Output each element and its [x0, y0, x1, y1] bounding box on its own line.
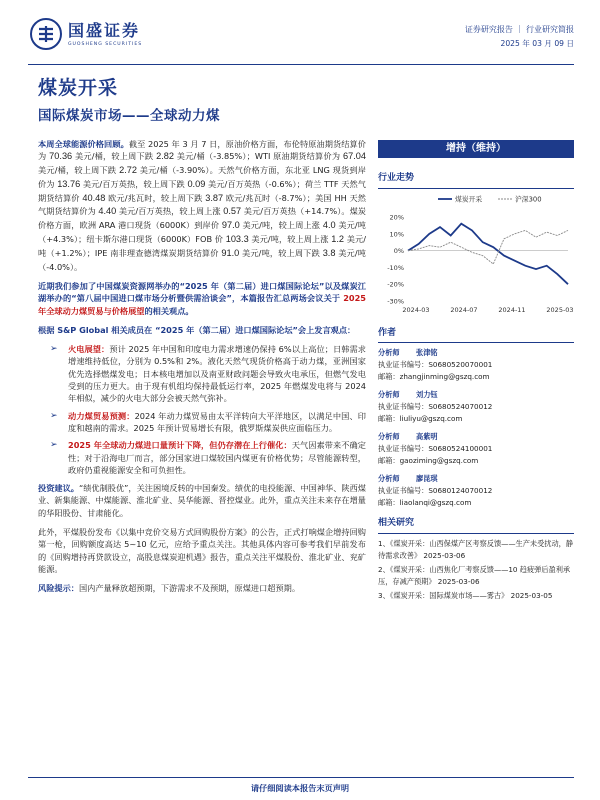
- legend-label: 沪深300: [515, 195, 542, 203]
- company-name-en: GUOSHENG SECURITIES: [68, 41, 143, 47]
- analyst-email[interactable]: zhangjinming@gszq.com: [399, 372, 490, 381]
- arrow-bullet-icon: ➢: [50, 344, 58, 355]
- forum-summary-paragraph: 近期我们参加了中国煤炭资源网举办的“2025 年（第二届）进口煤国际论坛”以及煤炭江湖举办的“第八届中国进口煤市场分析暨供需洽谈会”，本篇报告汇总两场会议关于 2025 年全球动力煤贸易与价格展望的相关观点。: [38, 280, 366, 316]
- report-category: 证券研究报告 ｜ 行业研究简报: [464, 25, 574, 34]
- buyback-paragraph: 此外，平煤股份发布《以集中竞价交易方式回购股份方案》的公告，正式打响煤企增持回购第一枪，回购额度高达 5~10 亿元，应给予重点关注。其他具体内容可参考我们早前发布的《回购增持再贷款设立，高股息煤炭迎机遇》报告，重点关注平煤股份、淮北矿业、兖矿能源。: [38, 527, 366, 574]
- cert-number: S0680524100001: [428, 444, 493, 453]
- industry-trend-chart: [378, 189, 574, 319]
- report-date: 2025 年 03 月 09 日: [500, 39, 574, 48]
- company-logo: [30, 18, 142, 50]
- viewpoint-list: [38, 343, 366, 476]
- related-report-link[interactable]: 1、《煤炭开采：山西保煤产区考察反馈——生产未受扰动，静待需求改善》 2025-03-06: [378, 538, 574, 560]
- email-label: 邮箱：: [378, 414, 400, 423]
- cert-label: 执业证书编号：: [378, 444, 429, 453]
- analyst-email[interactable]: gaoziming@gszq.com: [399, 456, 479, 465]
- y-tick-label: -30%: [387, 297, 404, 305]
- legend-label: 煤炭开采: [455, 195, 483, 203]
- email-label: 邮箱：: [378, 372, 400, 381]
- trend-section-title: 行业走势: [378, 172, 574, 189]
- list-item: ➢ 动力煤贸易预测：2024 年动力煤贸易由太平洋转向大平洋地区，以满足中国、印度和越南的需求。2025 年预计贸易增长有限，俄罗斯煤炭供应面临压力。: [50, 410, 366, 433]
- x-tick-label: 2024-07: [450, 305, 478, 314]
- related-section-title: 相关研究: [378, 517, 574, 534]
- footer-divider: [28, 777, 574, 778]
- cert-number: S0680520070001: [428, 360, 493, 369]
- related-list: [378, 538, 574, 602]
- analyst-role: 分析师: [378, 348, 400, 357]
- page-header: [28, 14, 574, 62]
- analyst-list: [378, 347, 574, 509]
- sidebar: [378, 140, 574, 604]
- related-report-link[interactable]: 2、《煤炭开采：山西焦化厂考察反馈——10 趋疲弹后盈利承压，存减产预期》 2025-03-06: [378, 564, 571, 586]
- analyst-name: 张津铭: [416, 348, 438, 357]
- analyst-email[interactable]: liuliyu@gszq.com: [399, 414, 463, 423]
- email-label: 邮箱：: [378, 498, 400, 507]
- list-item: ➢ 火电展望：预计 2025 年中国和印度电力需求增速仍保持 6%以上高位；日韩需求增速维持低位，分别为 0.5%和 2%。液化天然气现货价格高于动力煤，亚洲国家优先选择燃煤发电；日本核电增加以及南亚财政问题会导致火电承压，但燃气发电受到的压力更大。由于现有机组均保持最低运行率，2025 年燃煤发电将与 2024 年相似，减少的火电大部分会被天然气弥补。: [50, 344, 366, 404]
- logo-mark-icon: [30, 18, 62, 50]
- analyst-email[interactable]: liaolanqi@gszq.com: [399, 498, 472, 507]
- cert-label: 执业证书编号：: [378, 402, 429, 411]
- cert-number: S0680124070012: [428, 486, 493, 495]
- analyst-name: 刘力钰: [416, 390, 438, 399]
- analyst-card: [378, 431, 574, 467]
- y-tick-label: -20%: [387, 280, 404, 289]
- risk-warning-paragraph: 风险提示：国内产量释放超预期，下游需求不及预期，原煤进口超预期。: [38, 583, 301, 594]
- analyst-role: 分析师: [378, 390, 400, 399]
- analyst-card: [378, 473, 574, 509]
- y-tick-label: 0%: [393, 246, 404, 255]
- analyst-card: [378, 347, 574, 383]
- rating-badge: 增持（维持）: [378, 140, 574, 158]
- analyst-name: 廖昆琪: [416, 474, 438, 483]
- arrow-bullet-icon: ➢: [50, 440, 58, 451]
- series-line-coal-mining: [408, 223, 568, 284]
- y-tick-label: -10%: [387, 263, 404, 272]
- cert-label: 执业证书编号：: [378, 360, 429, 369]
- header-divider: [28, 64, 574, 65]
- main-column: [38, 138, 366, 602]
- y-tick-label: 10%: [389, 229, 404, 238]
- analyst-section-title: 作者: [378, 327, 574, 344]
- list-item: ➢ 2025 年全球动力煤进口量预计下降，但仍存潜在上行催化：天气因素带来不确定性；对于沿海电厂而言，部分国家进口煤较国内煤更有价格优势；尽管能源转型，政府仍重视能源安全和可负担性。: [50, 440, 366, 475]
- investment-advice-paragraph: 投资建议。“绩优制股优”，关注困境反转的中国秦发。绩优的电投能源、中国神华、陕西煤业、新集能源、中煤能源、淮北矿业、昊华能源、晋控煤业。此外，重点关注未来存在增量的华阳股份、甘肃能化。: [38, 483, 366, 518]
- industry-title: 煤炭开采: [38, 77, 119, 99]
- analyst-name: 高紫明: [416, 432, 438, 441]
- x-tick-label: 2024-11: [498, 305, 526, 314]
- x-tick-label: 2024-03: [402, 305, 430, 314]
- analyst-card: [378, 389, 574, 425]
- analyst-role: 分析师: [378, 474, 400, 483]
- cert-number: S0680524070012: [428, 402, 493, 411]
- sp-global-intro: 根据 S&P Global 相关成员在 “2025 年（第二届）进口煤国际论坛”会上发言观点：: [38, 324, 356, 335]
- series-line-csi300: [408, 230, 568, 264]
- report-subtitle: 国际煤炭市场——全球动力煤: [38, 108, 220, 124]
- arrow-bullet-icon: ➢: [50, 410, 58, 421]
- email-label: 邮箱：: [378, 456, 400, 465]
- analyst-role: 分析师: [378, 432, 400, 441]
- x-tick-label: 2025-03: [546, 305, 574, 314]
- footer-disclaimer: 请仔细阅读本报告末页声明: [250, 783, 350, 793]
- company-name-cn: 国盛证券: [68, 20, 141, 40]
- y-tick-label: 20%: [389, 213, 404, 221]
- cert-label: 执业证书编号：: [378, 486, 429, 495]
- price-review-paragraph: 本周全球能源价格回顾。截至 2025 年 3 月 7 日，原油价格方面，布伦特原油期货结算价为 70.36 美元/桶，较上周下跌 2.82 美元/桶（-3.85%）；WTI 原油期货结算价为 67.04 美元/桶，较上周下跌 2.72 美元/桶（-3.90%）。天然气价格方面，东北亚 LNG 现货到岸价为 13.76 美元/百万英热，较上周下跌 0.09 美元/百万英热（-0.6%）；荷兰 TTF 天然气期货结算价 40.48 欧元/兆瓦时，较上周下跌 3.87 欧元/兆瓦时（-8.7%）；美国 HH 天然气期货结算价为 4.40 美元/百万英热，较上周上涨 0.57 美元/百万英热（+14.7%）。煤炭价格方面，欧洲 ARA 港口现货（6000K）到岸价 97.0 美元/吨，较上周上涨 4.0 美元/吨（+4.3%）；纽卡斯尔港口现货（6000K）FOB 价 103.3 美元/吨，较上周上涨 1.2 美元/吨（+1.2%）；IPE 南非理查德湾煤炭期货结算价 91.0 美元/吨，较上周下跌 3.8 美元/吨（-4.0%）。: [38, 139, 366, 272]
- related-report-link[interactable]: 3、《煤炭开采：国际煤炭市场——雾古》 2025-03-05: [378, 590, 553, 600]
